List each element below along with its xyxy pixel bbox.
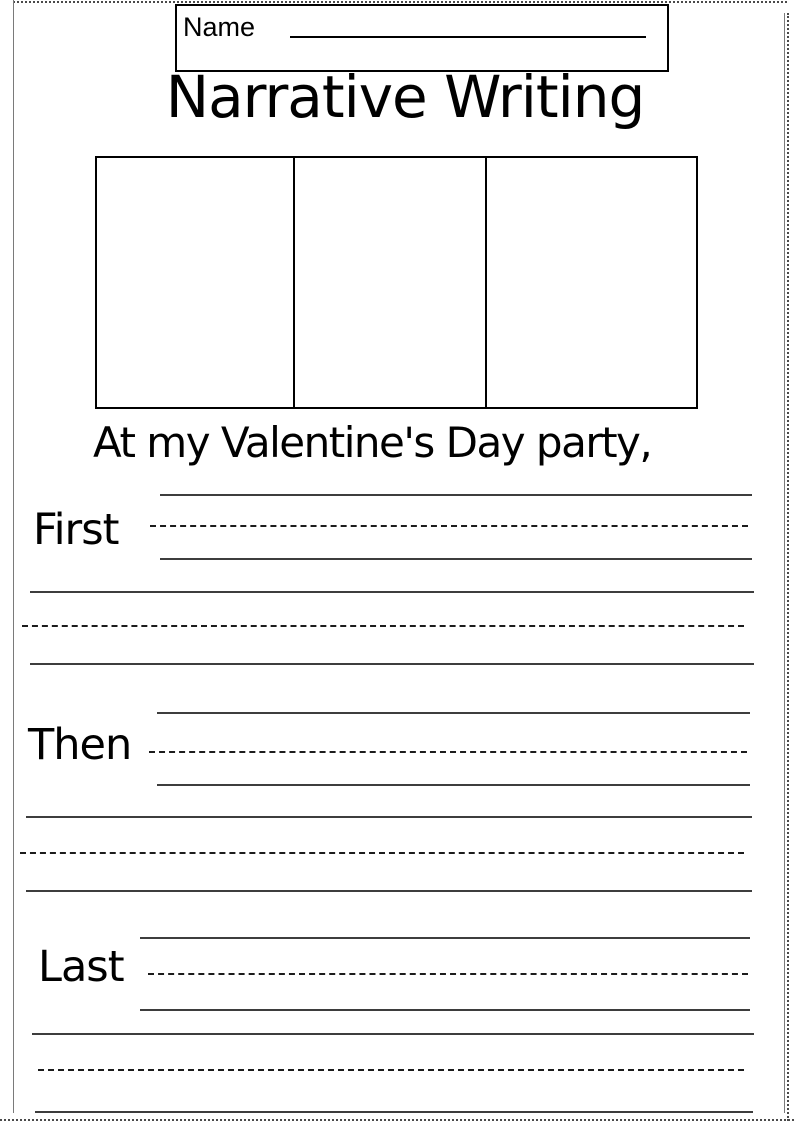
writing-line-solid bbox=[157, 784, 750, 786]
page-border-bottom bbox=[0, 1119, 794, 1121]
writing-line-solid bbox=[32, 1033, 754, 1035]
writing-line-solid bbox=[35, 1111, 753, 1113]
writing-line-dashed bbox=[20, 852, 744, 854]
picture-box-row bbox=[95, 156, 698, 409]
writing-prompt: At my Valentine's Day party, bbox=[93, 418, 652, 467]
writing-line-dashed bbox=[148, 973, 748, 975]
picture-box-1 bbox=[97, 158, 295, 407]
writing-line-dashed bbox=[38, 1069, 744, 1071]
page-title: Narrative Writing bbox=[165, 63, 645, 131]
page-border-right bbox=[787, 13, 789, 1121]
writing-line-solid bbox=[157, 712, 750, 714]
section-label-first: First bbox=[33, 505, 119, 555]
page-border-top bbox=[13, 1, 787, 3]
writing-line-dashed bbox=[22, 625, 744, 627]
picture-box-3 bbox=[487, 158, 696, 407]
section-label-last: Last bbox=[38, 942, 124, 992]
writing-line-solid bbox=[160, 558, 752, 560]
picture-box-2 bbox=[295, 158, 487, 407]
writing-line-solid bbox=[140, 937, 750, 939]
name-write-line bbox=[290, 36, 646, 38]
writing-line-dashed bbox=[150, 525, 748, 527]
writing-line-solid bbox=[160, 494, 752, 496]
writing-line-solid bbox=[30, 663, 754, 665]
writing-line-solid bbox=[26, 816, 752, 818]
writing-line-solid bbox=[140, 1009, 750, 1011]
page-border-left bbox=[13, 0, 14, 1113]
writing-line-solid bbox=[30, 591, 754, 593]
writing-line-dashed bbox=[149, 751, 747, 753]
writing-line-solid bbox=[26, 890, 752, 892]
section-label-then: Then bbox=[28, 720, 132, 770]
name-label: Name bbox=[183, 12, 256, 42]
page-border-right-inner bbox=[784, 13, 785, 1113]
